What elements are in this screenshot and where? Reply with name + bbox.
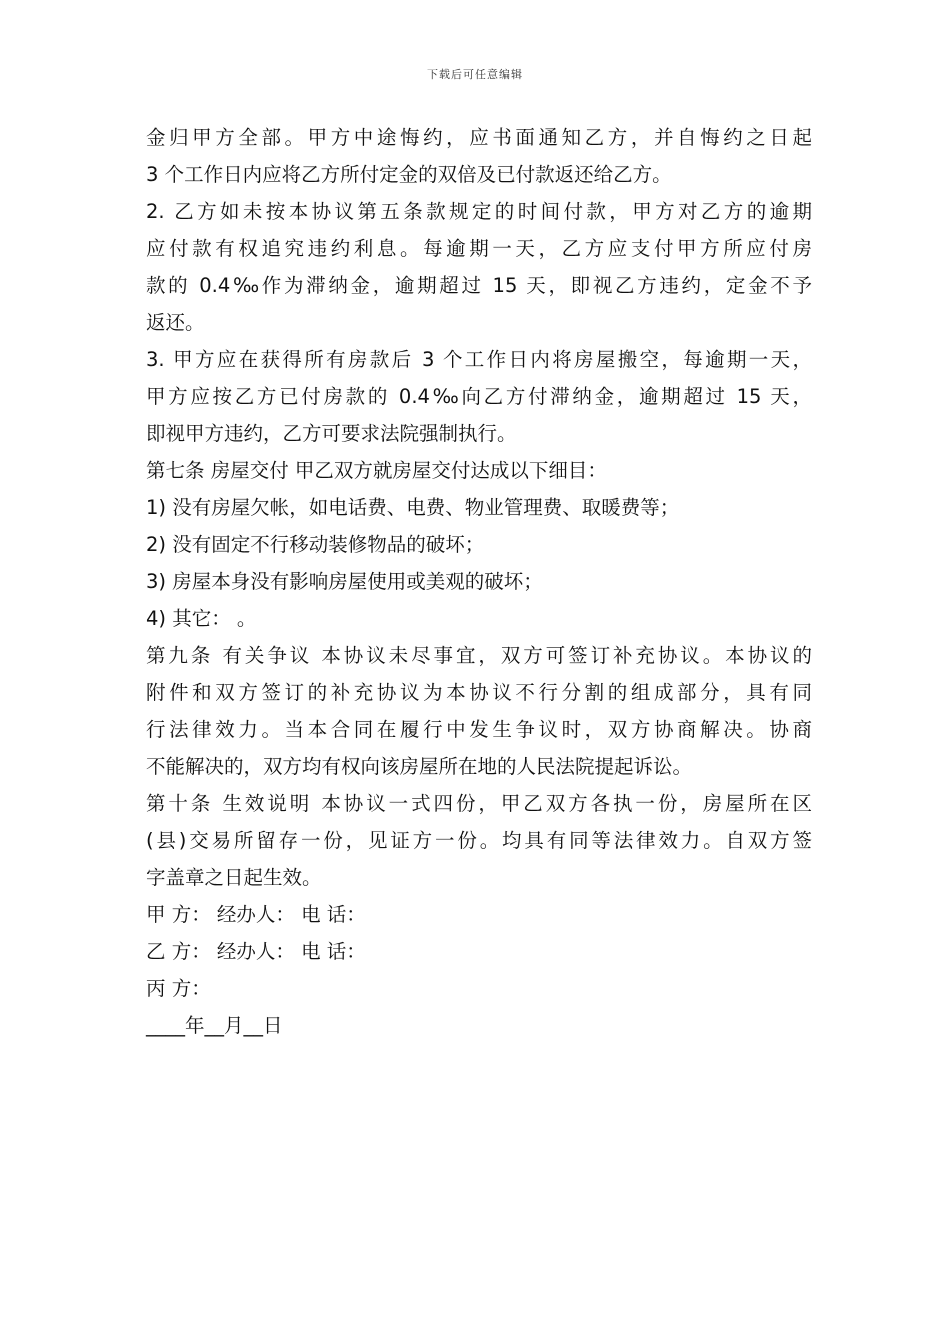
text-line: 行法律效力。当本合同在履行中发生争议时，双方协商解决。协商 [146, 718, 812, 741]
date-line: ____年__月__日 [146, 1014, 283, 1037]
document-body [146, 119, 812, 1044]
page-header: 下载后可任意编辑 [427, 68, 523, 81]
article-9-paragraph: 第九条 有关争议 本协议未尽事宜，双方可签订补充协议。本协议的 [146, 644, 812, 667]
text-line: 甲方应按乙方已付房款的 0.4‰向乙方付滞纳金，逾期超过 15 天， [146, 385, 812, 408]
list-item: 2) 没有固定不行移动装修物品的破坏； [146, 533, 485, 556]
clause-item-3: 3. 甲方应在获得所有房款后 3 个工作日内将房屋搬空，每逾期一天， [146, 348, 812, 371]
article-7-heading: 第七条 房屋交付 甲乙双方就房屋交付达成以下细目： [146, 459, 607, 482]
signature-party-c: 丙 方： [146, 977, 211, 1000]
signature-party-b: 乙 方： 经办人： 电 话： [146, 940, 366, 963]
signature-party-a: 甲 方： 经办人： 电 话： [146, 903, 366, 926]
text-line: (县)交易所留存一份，见证方一份。均具有同等法律效力。自双方签 [146, 829, 812, 852]
text-line: 应付款有权追究违约利息。每逾期一天，乙方应支付甲方所应付房 [146, 237, 812, 260]
article-10-paragraph: 第十条 生效说明 本协议一式四份，甲乙双方各执一份，房屋所在区 [146, 792, 812, 815]
list-item: 1) 没有房屋欠帐，如电话费、电费、物业管理费、取暖费等； [146, 496, 680, 519]
clause-item-2: 2. 乙方如未按本协议第五条款规定的时间付款，甲方对乙方的逾期 [146, 200, 812, 223]
text-line: 字盖章之日起生效。 [146, 866, 322, 889]
list-item: 4) 其它： 。 [146, 607, 257, 630]
text-line: 不能解决的，双方均有权向该房屋所在地的人民法院提起诉讼。 [146, 755, 693, 778]
text-line: 金归甲方全部。甲方中途悔约，应书面通知乙方，并自悔约之日起 [146, 126, 812, 149]
text-line: 即视甲方违约，乙方可要求法院强制执行。 [146, 422, 517, 445]
list-item: 3) 房屋本身没有影响房屋使用或美观的破坏； [146, 570, 543, 593]
text-line: 附件和双方签订的补充协议为本协议不行分割的组成部分，具有同 [146, 681, 812, 704]
text-line: 3 个工作日内应将乙方所付定金的双倍及已付款返还给乙方。 [146, 163, 672, 186]
text-line: 款的 0.4‰作为滞纳金，逾期超过 15 天，即视乙方违约，定金不予 [146, 274, 812, 297]
text-line: 返还。 [146, 311, 205, 334]
